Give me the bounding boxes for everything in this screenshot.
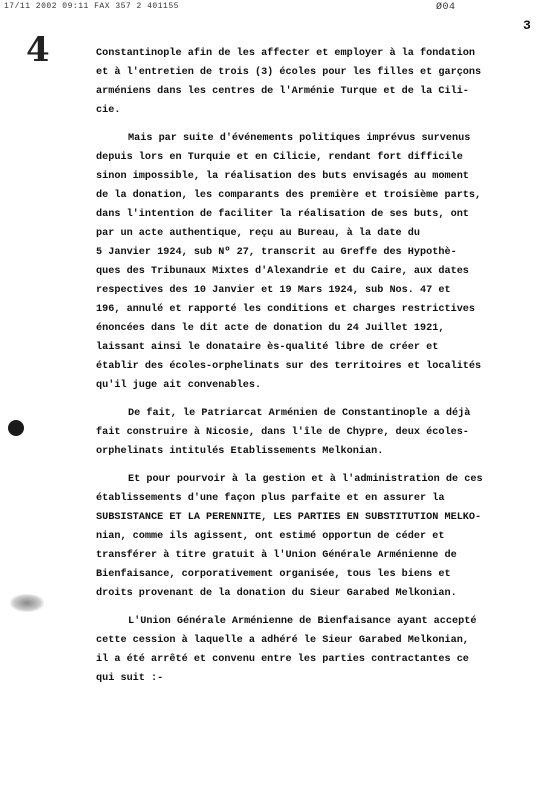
text-line: cie. <box>96 105 121 116</box>
fax-header <box>4 2 524 11</box>
paragraph <box>96 470 532 603</box>
text-line: Et pour pourvoir à la gestion et à l'administration de ces <box>128 474 483 485</box>
page-number: 3 <box>523 18 531 33</box>
text-line: laissant ainsi le donataire ès-qualité libre de créer et <box>96 342 439 353</box>
text-line: Mais par suite d'événements politiques imprévus survenus <box>128 133 471 144</box>
handwritten-margin-number: 4 <box>26 30 50 70</box>
text-line: qu'il juge ait convenables. <box>96 380 262 391</box>
text-line: ques des Tribunaux Mixtes d'Alexandrie et du Caire, aux dates <box>96 266 469 277</box>
text-line: établissements d'une façon plus parfaite et en assurer la <box>96 493 445 504</box>
text-line: nian, comme ils agissent, ont estimé opportun de céder et <box>96 531 445 542</box>
text-line: 196, annulé et rapporté les conditions et charges restrictives <box>96 304 476 315</box>
text-line: droits provenant de la donation du Sieur Garabed Melkonian. <box>96 588 457 599</box>
fax-header-line: 17/11 2002 09:11 FAX 357 2 401155 <box>4 2 179 11</box>
text-line: arméniens dans les centres de l'Arménie Turque et de la Cili- <box>96 86 469 97</box>
text-line: établir des écoles-orphelinats sur des territoires et localités <box>96 361 482 372</box>
text-line: énoncées dans le dit acte de donation du 24 Juillet 1921, <box>96 323 445 334</box>
text-line: respectives des 10 Janvier et 19 Mars 1924, sub Nos. 47 et <box>96 285 451 296</box>
text-line: qui suit :- <box>96 673 164 684</box>
paragraph <box>96 404 532 461</box>
text-line: depuis lors en Turquie et en Cilicie, rendant fort difficile <box>96 152 463 163</box>
document-body <box>96 44 532 697</box>
text-line: SUBSISTANCE ET LA PERENNITE, LES PARTIES EN SUBSTITUTION MELKO- <box>96 512 482 523</box>
text-line: fait construire à Nicosie, dans l'île de Chypre, deux écoles- <box>96 427 469 438</box>
text-line: transférer à titre gratuit à l'Union Générale Arménienne de <box>96 550 457 561</box>
text-line: dans l'intention de faciliter la réalisation de ses buts, ont <box>96 209 469 220</box>
text-line: par un acte authentique, reçu au Bureau, à la date du <box>96 228 421 239</box>
paragraph <box>96 612 532 688</box>
text-line: de la donation, les comparants des première et troisième parts, <box>96 190 482 201</box>
text-line: cette cession à laquelle a adhéré le Sieur Garabed Melkonian, <box>96 635 469 646</box>
paragraph <box>96 44 532 120</box>
text-line: et à l'entretien de trois (3) écoles pour les filles et garçons <box>96 67 482 78</box>
text-line: sinon impossible, la réalisation des buts envisagés au moment <box>96 171 469 182</box>
text-line: 5 Janvier 1924, sub Nº 27, transcrit au Greffe des Hypothè- <box>96 247 457 258</box>
text-line: Bienfaisance, corporativement organisée, tous les biens et <box>96 569 451 580</box>
scan-smudge <box>10 594 44 612</box>
text-line: De fait, le Patriarcat Arménien de Constantinople a déjà <box>128 408 471 419</box>
paragraph <box>96 129 532 395</box>
text-line: L'Union Générale Arménienne de Bienfaisance ayant accepté <box>128 616 477 627</box>
fax-page-code: Ø04 <box>436 2 456 13</box>
text-line: Constantinople afin de les affecter et employer à la fondation <box>96 48 476 59</box>
punch-hole-mark <box>8 420 24 436</box>
text-line: orphelinats intitulés Etablissements Melkonian. <box>96 446 384 457</box>
text-line: il a été arrêté et convenu entre les parties contractantes ce <box>96 654 469 665</box>
